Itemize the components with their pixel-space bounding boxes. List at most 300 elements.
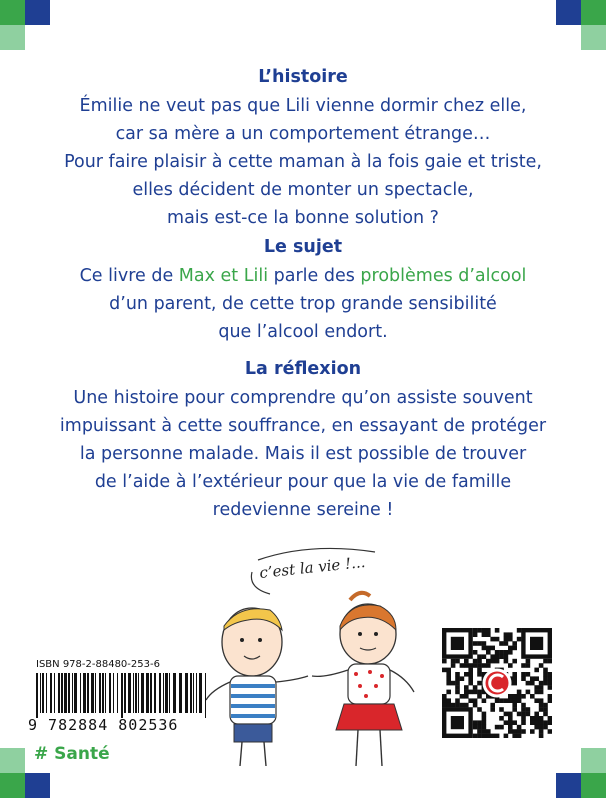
qr-finder	[451, 716, 464, 729]
qr-module	[451, 703, 456, 708]
qr-module	[486, 734, 491, 738]
qr-module	[534, 676, 539, 681]
qr-module	[442, 668, 447, 673]
qr-module	[534, 720, 539, 725]
qr-module	[499, 654, 504, 659]
qr-module	[543, 668, 548, 673]
qr-module	[495, 659, 500, 664]
qr-module	[473, 663, 478, 668]
qr-module	[482, 632, 487, 637]
qr-module	[526, 681, 531, 686]
qr-module	[499, 716, 504, 721]
qr-module	[508, 646, 513, 651]
barcode-bar	[83, 673, 86, 713]
qr-module	[473, 734, 478, 738]
max-character	[206, 608, 308, 766]
qr-module	[460, 676, 465, 681]
barcode-bar	[91, 673, 94, 713]
qr-module	[482, 698, 487, 703]
histoire-line: Pour faire plaisir à cette maman à la fois gaie et triste,	[64, 152, 542, 172]
qr-module	[446, 676, 451, 681]
qr-module	[521, 672, 526, 677]
qr-module	[539, 698, 544, 703]
qr-module	[512, 641, 517, 646]
barcode-bar	[95, 673, 96, 713]
qr-module	[539, 725, 544, 730]
qr-module	[455, 676, 460, 681]
sujet-line: d’un parent, de cette trop grande sensibilité	[109, 294, 497, 314]
qr-module	[460, 663, 465, 668]
qr-module	[468, 676, 473, 681]
barcode-bar	[58, 673, 60, 713]
qr-module	[468, 681, 473, 686]
qr-module	[543, 659, 548, 664]
qr-module	[482, 654, 487, 659]
qr-module	[490, 659, 495, 664]
barcode-bar	[193, 673, 194, 713]
qr-module	[464, 703, 469, 708]
qr-module	[526, 659, 531, 664]
qr-module	[521, 707, 526, 712]
barcode-bar	[159, 673, 161, 713]
barcode-bar	[165, 673, 168, 713]
corner-decoration-bottom-right	[556, 748, 606, 798]
qr-module	[495, 725, 500, 730]
barcode-bar	[102, 673, 104, 713]
category-tag: # Santé	[34, 744, 110, 764]
sujet-text: parle des	[268, 266, 361, 286]
reflexion-line: redevienne sereine !	[212, 500, 394, 520]
qr-module	[446, 698, 451, 703]
max-lili-illustration	[200, 530, 430, 770]
corner-decoration-top-left	[0, 0, 50, 50]
sujet-line	[0, 262, 606, 290]
qr-module	[473, 641, 478, 646]
barcode-bar	[121, 673, 123, 718]
qr-module	[490, 637, 495, 642]
qr-module	[446, 690, 451, 695]
section-histoire	[0, 66, 606, 232]
qr-module	[504, 650, 509, 655]
qr-module	[477, 641, 482, 646]
qr-module	[530, 716, 535, 721]
qr-module	[526, 672, 531, 677]
qr-module	[517, 725, 522, 730]
qr-module	[442, 698, 447, 703]
qr-module	[477, 672, 482, 677]
qr-module	[517, 694, 522, 699]
qr-module	[534, 725, 539, 730]
qr-module	[517, 729, 522, 734]
barcode-bar	[138, 673, 139, 713]
qr-module	[543, 720, 548, 725]
barcode-bar	[141, 673, 144, 713]
qr-module	[482, 725, 487, 730]
qr-module	[512, 646, 517, 651]
sujet-line: que l’alcool endort.	[218, 322, 388, 342]
qr-module	[455, 672, 460, 677]
isbn-digits: 9 782884 802536	[28, 716, 179, 734]
qr-module	[548, 698, 552, 703]
qr-module	[486, 729, 491, 734]
qr-module	[504, 654, 509, 659]
qr-module	[534, 668, 539, 673]
qr-module	[495, 650, 500, 655]
qr-module	[451, 663, 456, 668]
qr-module	[499, 698, 504, 703]
barcode-bar	[199, 673, 202, 713]
qr-module	[490, 703, 495, 708]
qr-module	[543, 676, 548, 681]
qr-module	[464, 685, 469, 690]
qr-module	[482, 646, 487, 651]
histoire-line: Émilie ne veut pas que Lili vienne dormir chez elle,	[79, 96, 527, 116]
qr-module	[508, 716, 513, 721]
qr-module	[468, 698, 473, 703]
qr-module	[482, 716, 487, 721]
qr-module	[508, 698, 513, 703]
qr-module	[504, 632, 509, 637]
barcode-bar	[64, 673, 67, 713]
qr-module	[548, 716, 552, 721]
barcode-bar	[124, 673, 126, 713]
sujet-text: Ce livre de	[79, 266, 179, 286]
qr-module	[543, 707, 548, 712]
qr-module	[464, 694, 469, 699]
qr-module	[504, 698, 509, 703]
barcode-bar	[74, 673, 77, 713]
qr-module	[504, 734, 509, 738]
qr-finder	[451, 637, 464, 650]
qr-module	[548, 672, 552, 677]
histoire-line: mais est-ce la bonne solution ?	[167, 208, 439, 228]
qr-module	[521, 720, 526, 725]
qr-module	[539, 716, 544, 721]
series-name-highlight: Max et Lili	[178, 266, 269, 286]
qr-module	[464, 672, 469, 677]
barcode-bar	[169, 673, 170, 713]
qr-module	[486, 659, 491, 664]
qr-module	[534, 685, 539, 690]
qr-module	[464, 690, 469, 695]
qr-module	[477, 681, 482, 686]
qr-module	[468, 672, 473, 677]
qr-module	[468, 668, 473, 673]
qr-module	[460, 694, 465, 699]
heading-sujet: Le sujet	[263, 237, 343, 257]
barcode-bar	[72, 673, 73, 713]
qr-module	[451, 681, 456, 686]
qr-module	[442, 659, 447, 664]
qr-module	[504, 720, 509, 725]
qr-module	[512, 659, 517, 664]
qr-module	[473, 703, 478, 708]
barcode-bar	[154, 673, 156, 713]
qr-module	[548, 729, 552, 734]
qr-module	[473, 698, 478, 703]
speech-bubble-text: c’est la vie !...	[258, 552, 367, 582]
qr-module	[495, 734, 500, 738]
qr-module	[477, 690, 482, 695]
qr-module	[512, 703, 517, 708]
qr-module	[534, 712, 539, 717]
qr-module	[512, 720, 517, 725]
qr-module	[512, 698, 517, 703]
qr-module	[486, 632, 491, 637]
qr-module	[477, 725, 482, 730]
barcode-bar	[87, 673, 89, 713]
qr-module	[512, 694, 517, 699]
qr-module	[548, 720, 552, 725]
qr-module	[460, 703, 465, 708]
qr-module	[543, 703, 548, 708]
qr-module	[548, 681, 552, 686]
qr-module	[495, 628, 500, 633]
barcode-bar	[113, 673, 114, 713]
qr-module	[464, 659, 469, 664]
qr-module	[486, 646, 491, 651]
barcode-bar	[179, 673, 182, 713]
qr-module	[548, 694, 552, 699]
qr-module	[517, 628, 522, 633]
barcode-bar	[54, 673, 55, 713]
qr-module	[473, 628, 478, 633]
qr-module	[477, 659, 482, 664]
qr-module	[477, 663, 482, 668]
qr-module	[543, 681, 548, 686]
qr-module	[473, 650, 478, 655]
qr-module	[530, 720, 535, 725]
qr-module	[451, 659, 456, 664]
qr-module	[517, 734, 522, 738]
qr-module	[473, 659, 478, 664]
qr-module	[455, 690, 460, 695]
qr-module	[517, 690, 522, 695]
qr-module	[548, 659, 552, 664]
qr-module	[468, 663, 473, 668]
histoire-line: elles décident de monter un spectacle,	[132, 180, 474, 200]
qr-module	[482, 641, 487, 646]
qr-module	[455, 681, 460, 686]
barcode-bar	[146, 673, 149, 713]
qr-module	[473, 725, 478, 730]
qr-module	[473, 720, 478, 725]
barcode-bar	[105, 673, 106, 713]
qr-module	[473, 632, 478, 637]
qr-module	[548, 676, 552, 681]
reflexion-line: la personne malade. Mais il est possible de trouver	[79, 444, 527, 464]
qr-module	[477, 707, 482, 712]
barcode-bar	[163, 673, 164, 713]
qr-module	[477, 720, 482, 725]
qr-module	[543, 725, 548, 730]
qr-module	[530, 676, 535, 681]
barcode-bar	[36, 673, 38, 718]
qr-module	[482, 734, 487, 738]
qr-module	[539, 729, 544, 734]
barcode-bar	[135, 673, 137, 713]
barcode-bar	[128, 673, 131, 713]
barcode-bar	[196, 673, 197, 713]
qr-module	[539, 703, 544, 708]
qr-module	[534, 690, 539, 695]
qr-module	[477, 694, 482, 699]
qr-module	[455, 698, 460, 703]
qr-module	[517, 698, 522, 703]
qr-module	[482, 712, 487, 717]
qr-module	[477, 628, 482, 633]
barcode-bar	[190, 673, 192, 713]
qr-module	[534, 716, 539, 721]
barcode-bar	[68, 673, 70, 713]
barcode-bar	[117, 673, 118, 713]
heading-histoire: L’histoire	[258, 67, 348, 87]
isbn-label: ISBN 978-2-88480-253-6	[36, 659, 160, 670]
section-reflexion	[0, 358, 606, 524]
qr-module	[442, 703, 447, 708]
qr-module	[468, 690, 473, 695]
heading-reflexion: La réflexion	[244, 359, 362, 379]
qr-module	[526, 707, 531, 712]
qr-module	[530, 681, 535, 686]
qr-module	[482, 663, 487, 668]
qr-module	[517, 712, 522, 717]
qr-module	[543, 712, 548, 717]
qr-code[interactable]	[442, 628, 552, 738]
qr-module	[526, 663, 531, 668]
qr-module	[464, 663, 469, 668]
qr-module	[495, 637, 500, 642]
qr-module	[504, 637, 509, 642]
qr-module	[477, 734, 482, 738]
qr-module	[486, 650, 491, 655]
reflexion-line: Une histoire pour comprendre qu’on assiste souvent	[73, 388, 533, 408]
qr-module	[517, 637, 522, 642]
qr-module	[508, 632, 513, 637]
qr-module	[490, 734, 495, 738]
qr-module	[495, 654, 500, 659]
qr-module	[521, 729, 526, 734]
barcode-bar	[99, 673, 101, 713]
qr-module	[446, 681, 451, 686]
barcode-bar	[150, 673, 152, 713]
qr-module	[455, 685, 460, 690]
qr-module	[526, 690, 531, 695]
qr-module	[526, 712, 531, 717]
barcode-bar	[185, 673, 188, 713]
qr-module	[490, 654, 495, 659]
qr-module	[512, 681, 517, 686]
qr-module	[477, 729, 482, 734]
qr-module	[508, 712, 513, 717]
qr-module	[442, 694, 447, 699]
qr-module	[455, 703, 460, 708]
barcode-bar	[61, 673, 63, 713]
barcode	[34, 673, 210, 718]
reflexion-line: de l’aide à l’extérieur pour que la vie de famille	[94, 472, 512, 492]
qr-module	[539, 690, 544, 695]
barcode-bar	[46, 673, 47, 713]
qr-module	[499, 650, 504, 655]
barcode-bar	[80, 673, 81, 713]
barcode-bar	[42, 673, 44, 713]
qr-module	[508, 720, 513, 725]
qr-module	[512, 734, 517, 738]
qr-module	[508, 729, 513, 734]
qr-module	[548, 685, 552, 690]
qr-module	[508, 725, 513, 730]
qr-module	[499, 641, 504, 646]
qr-module	[499, 725, 504, 730]
qr-module	[486, 628, 491, 633]
qr-module	[521, 694, 526, 699]
qr-module	[508, 637, 513, 642]
reflexion-line: impuissant à cette souffrance, en essayant de protéger	[59, 416, 547, 436]
qr-module	[482, 628, 487, 633]
qr-module	[539, 685, 544, 690]
barcode-bar	[109, 673, 111, 713]
qr-module	[534, 698, 539, 703]
qr-module	[521, 712, 526, 717]
qr-module	[521, 663, 526, 668]
qr-module	[499, 707, 504, 712]
qr-module	[473, 690, 478, 695]
qr-module	[508, 663, 513, 668]
barcode-bar	[40, 673, 41, 713]
qr-module	[446, 672, 451, 677]
qr-module	[521, 703, 526, 708]
barcode-bar	[133, 673, 134, 713]
qr-module	[482, 729, 487, 734]
qr-module	[490, 707, 495, 712]
qr-module	[473, 685, 478, 690]
qr-module	[482, 720, 487, 725]
qr-module	[512, 707, 517, 712]
qr-module	[446, 668, 451, 673]
qr-module	[512, 676, 517, 681]
qr-module	[504, 641, 509, 646]
qr-module	[508, 650, 513, 655]
qr-module	[477, 654, 482, 659]
qr-module	[521, 716, 526, 721]
qr-module	[512, 729, 517, 734]
corner-decoration-top-right	[556, 0, 606, 50]
qr-module	[504, 659, 509, 664]
qr-module	[530, 729, 535, 734]
section-sujet	[0, 236, 606, 346]
barcode-bar	[173, 673, 176, 713]
qr-module	[495, 698, 500, 703]
qr-module	[512, 672, 517, 677]
barcode-bar	[205, 673, 206, 718]
qr-module	[539, 734, 544, 738]
qr-module	[455, 659, 460, 664]
qr-module	[446, 703, 451, 708]
topic-highlight: problèmes d’alcool	[360, 266, 527, 286]
qr-finder	[530, 637, 543, 650]
qr-module	[477, 668, 482, 673]
qr-module	[543, 672, 548, 677]
qr-module	[539, 720, 544, 725]
qr-module	[521, 676, 526, 681]
barcode-bar	[50, 673, 52, 713]
lili-character	[312, 593, 414, 766]
qr-module	[508, 694, 513, 699]
qr-module	[530, 694, 535, 699]
qr-module	[539, 663, 544, 668]
qr-module	[539, 707, 544, 712]
qr-module	[490, 646, 495, 651]
